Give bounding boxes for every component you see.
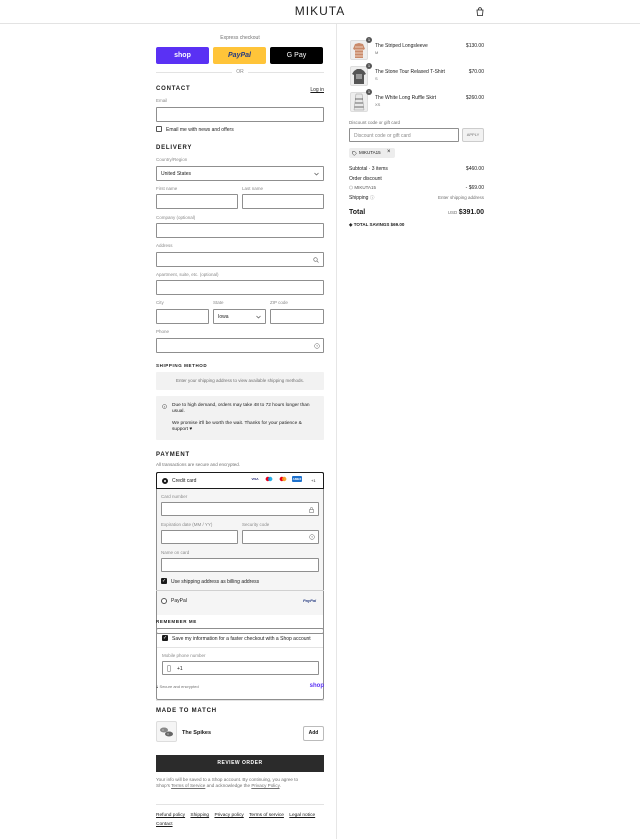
login-link[interactable]: Log in bbox=[310, 87, 324, 93]
currency-label: USD bbox=[447, 210, 458, 215]
discount-code: MIKUTA15 bbox=[359, 150, 381, 155]
shipping-notice-2: We promise it'll be worth the wait. Thanks for your patience & support ♥ bbox=[172, 421, 302, 433]
apply-button[interactable]: APPLY bbox=[462, 128, 484, 142]
discount-placeholder: Discount code or gift card bbox=[354, 133, 411, 139]
payment-heading: PAYMENT bbox=[156, 452, 190, 458]
card-fields-area bbox=[157, 489, 323, 615]
country-value: United States bbox=[161, 171, 192, 177]
savings-icon: ◈ bbox=[349, 222, 353, 227]
item-name-3: The White Long Ruffle Skirt bbox=[375, 95, 437, 101]
tag-icon bbox=[352, 151, 357, 156]
zip-field[interactable] bbox=[270, 309, 324, 324]
brand-logo[interactable]: MIKUTA bbox=[294, 4, 346, 18]
save-info-label: Save my information for a faster checkout with a Shop account bbox=[172, 636, 311, 642]
maestro-icon bbox=[264, 476, 274, 482]
terms-of-service-link[interactable]: Terms of service bbox=[249, 813, 284, 818]
subtotal-value: $460.00 bbox=[465, 166, 484, 172]
review-order-button[interactable]: REVIEW ORDER bbox=[156, 755, 324, 772]
country-label: Country/Region bbox=[156, 157, 188, 162]
item-variant-1: M bbox=[375, 50, 379, 55]
expiry-label: Expiration date (MM / YY) bbox=[161, 522, 213, 527]
address-field[interactable] bbox=[156, 252, 324, 267]
item-thumbnail-1 bbox=[350, 40, 368, 60]
shipping-label: Shipping bbox=[349, 195, 369, 201]
news-checkbox[interactable] bbox=[156, 126, 162, 132]
legal-end: . bbox=[279, 783, 281, 788]
state-select[interactable] bbox=[213, 309, 266, 324]
total-label: Total bbox=[349, 209, 366, 216]
shipping-notice-1: Due to high demand, orders may take 48 to 72 hours longer than usual. bbox=[172, 403, 310, 415]
billing-same-label: Use shipping address as billing address bbox=[171, 579, 260, 585]
discount-value: - $69.00 bbox=[465, 185, 484, 191]
total-value: $391.00 bbox=[458, 209, 484, 216]
city-label: City bbox=[156, 300, 164, 305]
item-variant-3: XS bbox=[375, 102, 381, 107]
remember-me-heading: REMEMBER ME bbox=[156, 619, 197, 624]
name-on-card-field[interactable] bbox=[161, 558, 319, 572]
paypal-option-label[interactable]: PayPal bbox=[171, 598, 187, 604]
legal-text bbox=[156, 777, 324, 789]
last-name-field[interactable] bbox=[242, 194, 324, 209]
terms-link[interactable]: Terms of Service bbox=[171, 783, 206, 788]
svg-text:?: ? bbox=[316, 344, 318, 349]
phone-label: Phone bbox=[156, 329, 170, 334]
expiry-field[interactable] bbox=[161, 530, 238, 544]
divider bbox=[157, 647, 323, 648]
legal-line-1: Your info will be saved to a Shop account. By continuing, you agree to bbox=[156, 777, 299, 782]
zip-label: ZIP code bbox=[270, 300, 288, 305]
company-label: Company (optional) bbox=[156, 215, 196, 220]
lock-icon: 🔒︎ bbox=[156, 684, 159, 689]
refund-policy-link[interactable]: Refund policy bbox=[156, 813, 186, 818]
shipping-placeholder-box bbox=[156, 372, 324, 390]
savings-label: TOTAL SAVINGS bbox=[353, 222, 390, 227]
more-cards-label: +1 bbox=[311, 478, 316, 483]
divider bbox=[156, 590, 324, 591]
column-divider bbox=[336, 24, 337, 839]
product-thumbnail bbox=[156, 721, 177, 742]
subtotal-row bbox=[349, 166, 484, 172]
item-qty-badge-1: 1 bbox=[367, 37, 371, 42]
info-icon bbox=[162, 404, 167, 409]
privacy-link[interactable]: Privacy Policy bbox=[251, 783, 280, 788]
email-field[interactable] bbox=[156, 107, 324, 122]
made-to-match-heading: MADE TO MATCH bbox=[156, 708, 217, 714]
contact-link[interactable]: Contact bbox=[156, 822, 173, 827]
mastercard-icon bbox=[278, 476, 288, 482]
delivery-heading: DELIVERY bbox=[156, 145, 193, 151]
state-value: Iowa bbox=[218, 314, 229, 320]
card-number-field[interactable] bbox=[161, 502, 319, 516]
phone-field[interactable] bbox=[156, 338, 324, 353]
credit-card-radio[interactable] bbox=[162, 478, 168, 484]
last-name-label: Last name bbox=[242, 186, 264, 191]
country-select[interactable] bbox=[156, 166, 324, 181]
shipping-placeholder-text: Enter your shipping address to view available shipping methods. bbox=[175, 378, 305, 383]
shipping-link[interactable]: Shipping bbox=[190, 813, 210, 818]
mobile-field[interactable] bbox=[162, 661, 319, 675]
divider bbox=[156, 804, 324, 805]
legal-line-2 bbox=[156, 783, 324, 789]
item-variant-2: S bbox=[375, 76, 378, 81]
footer-links bbox=[156, 811, 324, 829]
item-qty-badge-3: 1 bbox=[367, 89, 371, 94]
chevron-down-icon bbox=[256, 315, 261, 319]
address-label: Address bbox=[156, 243, 173, 248]
shipping-method-heading: SHIPPING METHOD bbox=[156, 363, 208, 368]
express-checkout-label: Express checkout bbox=[220, 35, 260, 41]
tag-icon: ⬡ bbox=[349, 185, 353, 190]
remove-code-icon[interactable]: × bbox=[387, 149, 391, 155]
shipping-value: Enter shipping address bbox=[437, 195, 484, 200]
contact-heading: CONTACT bbox=[156, 86, 191, 92]
discount-code-line: MIKUTA15 bbox=[354, 185, 376, 190]
discount-tag bbox=[349, 148, 395, 158]
security-code-field[interactable] bbox=[242, 530, 319, 544]
legal-mid: and acknowledge the bbox=[205, 783, 252, 788]
discount-code-row bbox=[349, 185, 484, 191]
total-row bbox=[349, 209, 484, 219]
apartment-label: Apartment, suite, etc. (optional) bbox=[156, 272, 219, 277]
state-label: State bbox=[213, 300, 224, 305]
payment-subtitle: All transactions are secure and encrypted. bbox=[156, 462, 241, 467]
chevron-down-icon bbox=[314, 172, 319, 176]
savings-value: $69.00 bbox=[390, 222, 405, 227]
company-field[interactable] bbox=[156, 223, 324, 238]
name-on-card-label: Name on card bbox=[161, 550, 190, 555]
item-thumbnail-3 bbox=[350, 92, 368, 112]
email-label: Email bbox=[156, 98, 168, 103]
shipping-notice-box bbox=[156, 396, 324, 440]
paypal-radio[interactable] bbox=[161, 598, 167, 604]
secure-note bbox=[156, 684, 199, 690]
product-name[interactable]: The Spikes bbox=[182, 730, 212, 736]
svg-text:?: ? bbox=[311, 535, 313, 540]
discount-field[interactable] bbox=[349, 128, 459, 142]
first-name-field[interactable] bbox=[156, 194, 238, 209]
paypal-button[interactable]: PayPal bbox=[213, 47, 266, 64]
order-summary-panel bbox=[337, 24, 640, 839]
shop-pay-button[interactable]: shop bbox=[156, 47, 209, 64]
shop-logo: shop bbox=[309, 683, 324, 689]
legal-notice-link[interactable]: Legal notice bbox=[289, 813, 316, 818]
google-pay-button[interactable]: G Pay bbox=[270, 47, 323, 64]
visa-icon: VISA bbox=[251, 477, 259, 481]
item-price-1: $130.00 bbox=[465, 43, 484, 49]
shipping-row bbox=[349, 195, 484, 201]
or-label: OR bbox=[232, 69, 248, 75]
secure-label: Secure and encrypted bbox=[159, 684, 199, 689]
first-name-label: First name bbox=[156, 186, 178, 191]
subtotal-label: Subtotal · 3 items bbox=[349, 166, 388, 172]
privacy-policy-link[interactable]: Privacy policy bbox=[214, 813, 244, 818]
news-label: Email me with news and offers bbox=[166, 127, 234, 133]
item-name-1: The Striped Longsleeve bbox=[375, 43, 428, 49]
help-icon[interactable] bbox=[314, 343, 320, 349]
paypal-logo: PayPal bbox=[303, 598, 317, 603]
apartment-field[interactable] bbox=[156, 280, 324, 295]
order-discount-row bbox=[349, 176, 484, 182]
shopping-bag-icon[interactable] bbox=[476, 7, 484, 16]
save-info-checkbox[interactable]: ✓ bbox=[163, 635, 168, 641]
item-qty-badge-2: 1 bbox=[367, 63, 371, 68]
mobile-label: Mobile phone number bbox=[162, 653, 206, 658]
amex-icon: AMEX bbox=[292, 477, 302, 481]
credit-card-option[interactable] bbox=[156, 472, 324, 489]
header bbox=[0, 0, 640, 24]
item-price-2: $70.00 bbox=[468, 69, 484, 75]
mobile-value: +1 bbox=[177, 666, 183, 672]
phone-icon bbox=[167, 665, 171, 672]
divider bbox=[156, 700, 324, 701]
legal-prefix: Shop's bbox=[156, 783, 172, 788]
order-discount-label: Order discount bbox=[349, 176, 382, 182]
savings-row bbox=[349, 222, 484, 228]
add-button[interactable]: Add bbox=[303, 726, 324, 741]
card-number-label: Card number bbox=[161, 494, 188, 499]
total-amount bbox=[448, 209, 484, 216]
credit-card-label: Credit card bbox=[172, 478, 197, 484]
security-code-label: Security code bbox=[242, 522, 270, 527]
city-field[interactable] bbox=[156, 309, 209, 324]
item-price-3: $260.00 bbox=[465, 95, 484, 101]
billing-same-checkbox[interactable]: ✓ bbox=[162, 578, 167, 584]
lock-icon bbox=[309, 507, 314, 513]
discount-label: Discount code or gift card bbox=[349, 120, 401, 125]
help-icon[interactable]: ⓘ bbox=[369, 195, 375, 200]
item-name-2: The Stone Tour Relaxed T-Shirt bbox=[375, 69, 445, 75]
search-icon bbox=[313, 257, 319, 263]
item-thumbnail-2 bbox=[350, 66, 368, 86]
help-icon[interactable] bbox=[309, 534, 315, 540]
